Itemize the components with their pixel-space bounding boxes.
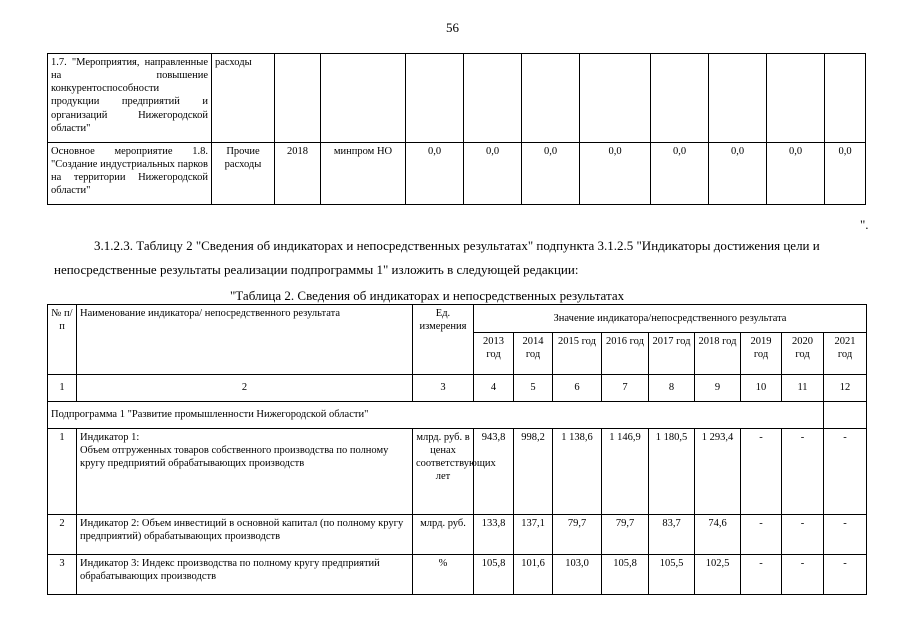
column-number: 3	[413, 375, 474, 402]
activity-name: Основное мероприятие 1.8. "Создание индустриальных парков на территории Нижегородской области"	[48, 143, 212, 205]
value-cell: 83,7	[649, 515, 695, 555]
expense-type: Прочие расходы	[212, 143, 275, 205]
column-number: 2	[77, 375, 413, 402]
value-cell	[522, 54, 580, 143]
header-year: 2018 год	[695, 333, 741, 375]
org-cell: минпром НО	[321, 143, 406, 205]
activities-table	[47, 53, 866, 205]
header-year: 2016 год	[602, 333, 649, 375]
value-cell: -	[824, 555, 867, 595]
value-cell: 998,2	[514, 429, 553, 515]
value-cell: 0,0	[651, 143, 709, 205]
table-row	[48, 54, 866, 143]
header-row	[48, 305, 867, 333]
table-row	[48, 429, 867, 515]
value-cell: 133,8	[474, 515, 514, 555]
header-year: 2015 год	[553, 333, 602, 375]
header-year: 2019 год	[741, 333, 782, 375]
indicator-name: Индикатор 1: Объем отгруженных товаров собственного производства по полному кругу предприятий обрабатывающих производств	[77, 429, 413, 515]
org-cell	[321, 54, 406, 143]
indicator-name: Индикатор 2: Объем инвестиций в основной капитал (по полному кругу предприятий) обрабатывающих производств	[77, 515, 413, 555]
value-cell: 74,6	[695, 515, 741, 555]
header-name: Наименование индикатора/ непосредственного результата	[77, 305, 413, 375]
value-cell: -	[741, 555, 782, 595]
header-values-group: Значение индикатора/непосредственного результата	[474, 305, 867, 333]
value-cell: 0,0	[580, 143, 651, 205]
value-cell: -	[782, 555, 824, 595]
empty-cell	[824, 402, 867, 429]
column-number: 4	[474, 375, 514, 402]
value-cell: 101,6	[514, 555, 553, 595]
indicator-unit: млрд. руб. в ценах соответствующих лет	[413, 429, 474, 515]
value-cell: -	[741, 429, 782, 515]
amendment-paragraph: 3.1.2.3. Таблицу 2 "Сведения об индикаторах и непосредственных результатах" подпункта 3.1.2.5 "Индикаторы достижения цели и непосредственные результаты реализации подпрограммы 1" изложить в следующей редакции:	[54, 238, 820, 277]
value-cell: 105,8	[474, 555, 514, 595]
column-number: 9	[695, 375, 741, 402]
value-cell: -	[824, 515, 867, 555]
value-cell: 0,0	[825, 143, 866, 205]
value-cell: -	[741, 515, 782, 555]
value-cell: 137,1	[514, 515, 553, 555]
value-cell	[580, 54, 651, 143]
year-cell	[275, 54, 321, 143]
value-cell: 0,0	[767, 143, 825, 205]
table-caption: "Таблица 2. Сведения об индикаторах и непосредственных результатах	[230, 288, 625, 303]
column-number: 8	[649, 375, 695, 402]
value-cell: 0,0	[709, 143, 767, 205]
value-cell	[767, 54, 825, 143]
header-year: 2021 год	[824, 333, 867, 375]
section-row	[48, 402, 867, 429]
value-cell	[709, 54, 767, 143]
value-cell: 1 180,5	[649, 429, 695, 515]
expense-type: расходы	[212, 54, 275, 143]
value-cell: -	[824, 429, 867, 515]
column-number: 6	[553, 375, 602, 402]
indicator-unit: млрд. руб.	[413, 515, 474, 555]
header-year: 2017 год	[649, 333, 695, 375]
table-row	[48, 515, 867, 555]
page-number: 56	[446, 20, 459, 35]
value-cell: 103,0	[553, 555, 602, 595]
section-title: Подпрограмма 1 "Развитие промышленности Нижегородской области"	[48, 402, 824, 429]
value-cell: 79,7	[553, 515, 602, 555]
value-cell: 1 146,9	[602, 429, 649, 515]
column-number: 11	[782, 375, 824, 402]
indicators-table	[47, 304, 867, 595]
indicator-unit: %	[413, 555, 474, 595]
value-cell: 0,0	[464, 143, 522, 205]
column-number: 12	[824, 375, 867, 402]
header-unit: Ед. измерения	[413, 305, 474, 375]
header-year: 2020 год	[782, 333, 824, 375]
value-cell	[825, 54, 866, 143]
table-row	[48, 555, 867, 595]
header-year: 2014 год	[514, 333, 553, 375]
value-cell	[464, 54, 522, 143]
column-numbers-row	[48, 375, 867, 402]
value-cell: -	[782, 515, 824, 555]
value-cell: 105,5	[649, 555, 695, 595]
header-year: 2013 год	[474, 333, 514, 375]
column-number: 5	[514, 375, 553, 402]
value-cell	[406, 54, 464, 143]
table-row	[48, 143, 866, 205]
value-cell: 1 138,6	[553, 429, 602, 515]
value-cell	[651, 54, 709, 143]
indicator-name: Индикатор 3: Индекс производства по полному кругу предприятий обрабатывающих производств	[77, 555, 413, 595]
header-num: № п/п	[48, 305, 77, 375]
value-cell: 0,0	[406, 143, 464, 205]
value-cell: 105,8	[602, 555, 649, 595]
row-number: 2	[48, 515, 77, 555]
column-number: 1	[48, 375, 77, 402]
activity-name: 1.7. "Мероприятия, направленные на повышение конкурентоспособности продукции предприятий и организаций Нижегородской области"	[48, 54, 212, 143]
value-cell: 79,7	[602, 515, 649, 555]
value-cell: 943,8	[474, 429, 514, 515]
value-cell: 0,0	[522, 143, 580, 205]
value-cell: -	[782, 429, 824, 515]
value-cell: 102,5	[695, 555, 741, 595]
row-number: 3	[48, 555, 77, 595]
year-cell: 2018	[275, 143, 321, 205]
column-number: 10	[741, 375, 782, 402]
column-number: 7	[602, 375, 649, 402]
value-cell: 1 293,4	[695, 429, 741, 515]
closing-quote: ".	[860, 217, 869, 232]
row-number: 1	[48, 429, 77, 515]
